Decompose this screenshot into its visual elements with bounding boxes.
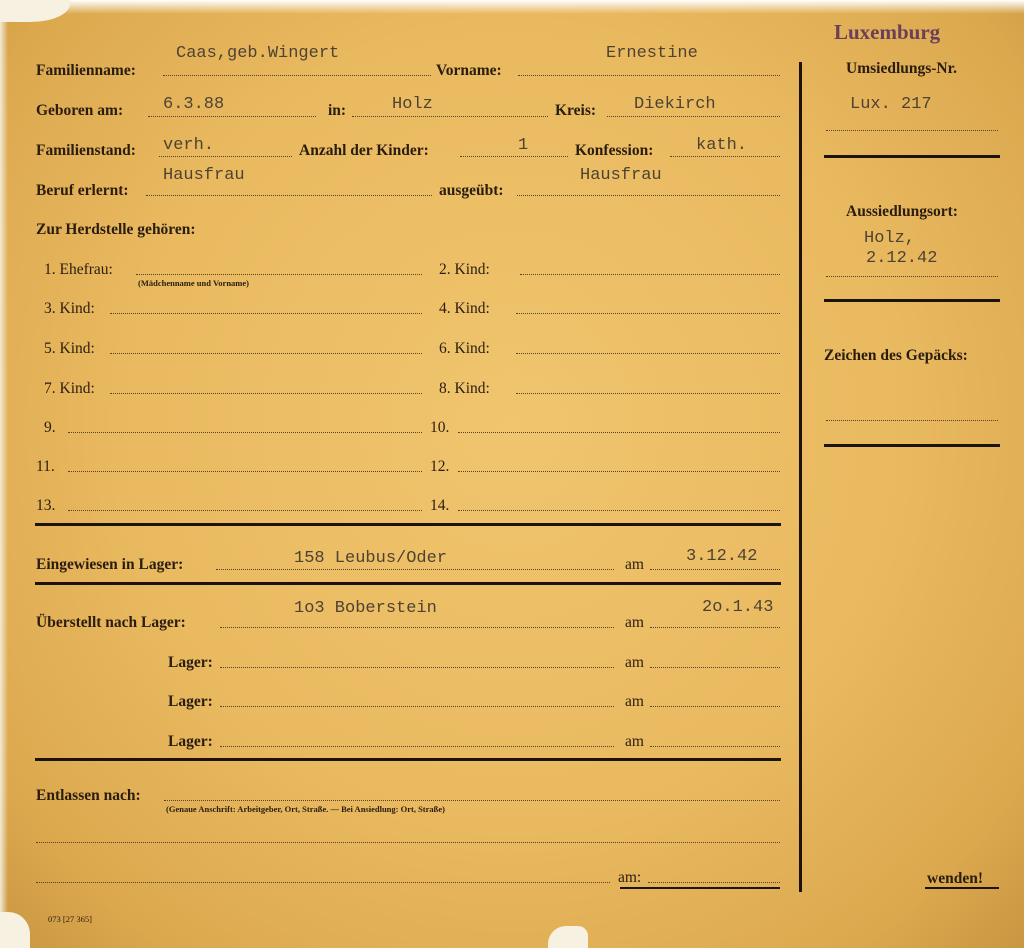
ehefrau-line — [136, 274, 422, 275]
familienname-label: Familienname: — [36, 62, 136, 79]
entlassen-am-underline — [620, 887, 780, 889]
entry-11-line — [68, 471, 422, 472]
aussiedlungsort-line — [826, 276, 998, 277]
lager-3-line — [220, 706, 614, 707]
entlassen-line-1 — [164, 800, 780, 801]
kind-8-label: 8. Kind: — [439, 380, 490, 397]
kind-3-label: 3. Kind: — [44, 300, 95, 317]
geburtsort-line — [352, 116, 548, 117]
ueberstellt-am-label: am — [625, 614, 644, 631]
aussiedlungsort-label: Aussiedlungsort: — [846, 203, 958, 220]
kind-2-line — [520, 274, 780, 275]
luxemburg-stamp: Luxemburg — [834, 20, 941, 44]
ueberstellt-am-line — [650, 627, 780, 628]
kind-8-line — [516, 393, 780, 394]
beruf-erlernt-label: Beruf erlernt: — [36, 182, 129, 199]
paper-edge-top — [0, 0, 1024, 14]
konfession-label: Konfession: — [575, 142, 654, 159]
entlassen-am-line — [648, 882, 780, 883]
beruf-ausgeuebt-value: Hausfrau — [580, 166, 662, 185]
entlassen-line-2 — [36, 842, 780, 843]
entry-11-label: 11. — [36, 458, 55, 475]
entlassen-label: Entlassen nach: — [36, 787, 141, 804]
ehefrau-label: 1. Ehefrau: — [44, 261, 113, 278]
eingewiesen-am-value: 3.12.42 — [686, 547, 758, 566]
lager-4-label: Lager: — [168, 733, 213, 750]
kind-3-line — [110, 313, 422, 314]
entry-12-label: 12. — [430, 458, 450, 475]
geboren-label: Geboren am: — [36, 102, 124, 119]
ueberstellt-label: Überstellt nach Lager: — [36, 614, 186, 631]
entry-10-line — [458, 432, 780, 433]
entlassen-line-3 — [36, 882, 610, 883]
vorname-label: Vorname: — [436, 62, 502, 79]
lager-4-am-line — [650, 746, 780, 747]
lager-4-am-label: am — [625, 733, 644, 750]
familienname-line — [163, 75, 431, 76]
ueberstellt-value: 1o3 Boberstein — [294, 599, 437, 618]
entry-9-label: 9. — [44, 419, 56, 436]
entry-14-line — [458, 510, 780, 511]
eingewiesen-line — [216, 569, 614, 570]
kreis-line — [607, 116, 780, 117]
eingewiesen-am-line — [650, 569, 780, 570]
kinder-line — [460, 156, 568, 157]
paper-tear-top-left — [0, 0, 70, 22]
kinder-value: 1 — [518, 136, 529, 155]
geburtsort-label: in: — [328, 102, 347, 119]
kind-5-label: 5. Kind: — [44, 340, 95, 357]
geboren-value: 6.3.88 — [163, 95, 225, 114]
entry-14-label: 14. — [430, 497, 450, 514]
vertical-separator — [799, 62, 802, 892]
entlassen-hint: (Genaue Anschrift: Arbeitgeber, Ort, Straße. — Bei Ansiedlung: Ort, Straße) — [166, 804, 445, 814]
paper-tear-bottom-right — [548, 926, 588, 948]
wenden-label: wenden! — [927, 870, 983, 887]
kreis-value: Diekirch — [634, 95, 716, 114]
gepaeck-line — [826, 420, 998, 421]
familienname-value: Caas,geb.Wingert — [176, 44, 340, 63]
konfession-line — [670, 156, 780, 157]
right-divider-3 — [824, 444, 1000, 447]
umsiedlungs-nr-line — [826, 130, 998, 131]
lager-2-label: Lager: — [168, 654, 213, 671]
eingewiesen-label: Eingewiesen in Lager: — [36, 556, 184, 573]
right-divider-1 — [824, 155, 1000, 158]
kind-6-label: 6. Kind: — [439, 340, 490, 357]
entlassen-am-label: am: — [618, 869, 642, 886]
section-divider-lager — [35, 758, 781, 761]
kind-4-line — [516, 313, 780, 314]
entry-10-label: 10. — [430, 419, 450, 436]
kinder-label: Anzahl der Kinder: — [299, 142, 429, 159]
umsiedlungs-nr-label: Umsiedlungs-Nr. — [846, 60, 957, 77]
aussiedlungsort-value-2: 2.12.42 — [866, 249, 938, 268]
paper-tear-bottom-left — [0, 912, 30, 948]
entry-13-label: 13. — [36, 497, 56, 514]
lager-2-am-line — [650, 667, 780, 668]
beruf-ausgeuebt-label: ausgeübt: — [439, 182, 504, 199]
kind-2-label: 2. Kind: — [439, 261, 490, 278]
kind-4-label: 4. Kind: — [439, 300, 490, 317]
lager-3-label: Lager: — [168, 693, 213, 710]
geburtsort-value: Holz — [392, 95, 433, 114]
section-divider-eingewiesen — [35, 582, 781, 585]
paper-edge-left — [0, 0, 8, 948]
right-divider-2 — [824, 299, 1000, 302]
ueberstellt-am-value: 2o.1.43 — [702, 598, 774, 617]
lager-2-am-label: am — [625, 654, 644, 671]
kind-7-line — [110, 393, 422, 394]
familienstand-label: Familienstand: — [36, 142, 136, 159]
lager-3-am-label: am — [625, 693, 644, 710]
eingewiesen-am-label: am — [625, 556, 644, 573]
entry-13-line — [68, 510, 422, 511]
vorname-value: Ernestine — [606, 44, 698, 63]
eingewiesen-value: 158 Leubus/Oder — [294, 549, 448, 568]
beruf-erlernt-line — [146, 195, 432, 196]
herdstelle-title: Zur Herdstelle gehören: — [36, 221, 196, 238]
familienstand-value: verh. — [163, 136, 215, 155]
entry-9-line — [68, 432, 422, 433]
lager-2-line — [220, 667, 614, 668]
wenden-underline — [925, 887, 999, 889]
familienstand-line — [159, 156, 292, 157]
entry-12-line — [458, 471, 780, 472]
umsiedlungs-nr-value: Lux. 217 — [850, 95, 932, 114]
ehefrau-hint: (Mädchenname und Vorname) — [138, 278, 249, 288]
kind-5-line — [110, 353, 422, 354]
gepaeck-label: Zeichen des Gepäcks: — [824, 347, 968, 364]
section-divider-herdstelle — [35, 523, 781, 526]
konfession-value: kath. — [696, 136, 748, 155]
lager-4-line — [220, 746, 614, 747]
beruf-ausgeuebt-line — [517, 195, 780, 196]
beruf-erlernt-value: Hausfrau — [163, 166, 245, 185]
aussiedlungsort-value-1: Holz, — [864, 229, 916, 248]
kind-6-line — [516, 353, 780, 354]
geboren-line — [148, 116, 316, 117]
kind-7-label: 7. Kind: — [44, 380, 95, 397]
lager-3-am-line — [650, 706, 780, 707]
kreis-label: Kreis: — [555, 102, 597, 119]
footer-code: 073 [27 365] — [48, 914, 92, 924]
vorname-line — [518, 75, 780, 76]
ueberstellt-line — [220, 627, 614, 628]
